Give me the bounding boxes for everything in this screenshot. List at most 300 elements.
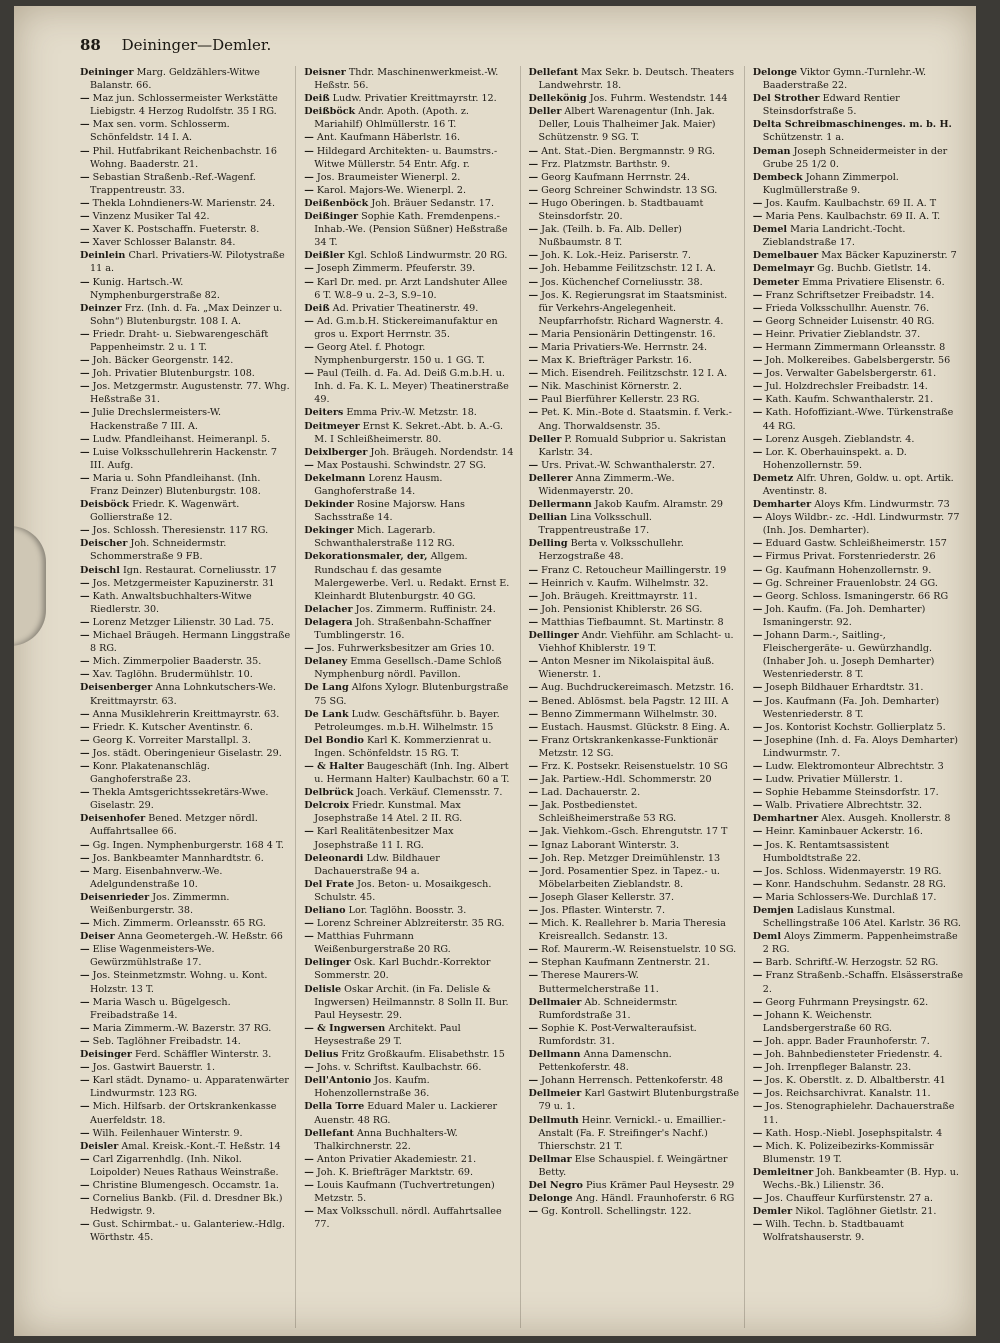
- entry-surname: —: [304, 459, 314, 471]
- entry-details: Jos. Braumeister Wienerpl. 2.: [313, 171, 461, 183]
- entry-surname: Deixlberger: [304, 446, 368, 458]
- entry-surname: Demelbauer: [752, 250, 819, 262]
- directory-entry: [529, 537, 740, 563]
- entry-surname: Demetz: [752, 472, 794, 484]
- entry-surname: Delonge: [752, 67, 798, 78]
- entry-surname: —: [752, 197, 763, 209]
- entry-surname: —: [528, 394, 539, 406]
- entry-surname: Delcroix: [304, 800, 349, 812]
- entry-details: Hugo Oberingen. b. Stadtbauamt Steinsdorfstr. 20.: [538, 197, 704, 223]
- directory-entry: [529, 708, 740, 721]
- entry-details: Max Postaushi. Schwindstr. 27 SG.: [313, 459, 487, 471]
- entry-surname: —: [80, 381, 90, 393]
- entry-details: Matthias Tiefbaumnt. St. Martinstr. 8: [538, 616, 724, 628]
- directory-entry: [304, 498, 515, 524]
- entry-surname: Deischl: [80, 564, 120, 576]
- entry-surname: —: [528, 695, 539, 707]
- directory-entry: [304, 603, 515, 616]
- directory-entry: [753, 197, 964, 210]
- directory-entry: [80, 629, 291, 655]
- entry-details: Kath. Hofoffiziant.-Wwe. Türkenstraße 44 RG.: [762, 407, 954, 432]
- entry-details: Maria u. Sohn Pfandleihanst. (Inh. Franz Deinzer) Blutenburgstr. 108.: [89, 472, 261, 497]
- entry-details: Julie Drechslermeisters-W. Hackenstraße 7 III. A.: [89, 407, 222, 432]
- entry-surname: —: [528, 276, 539, 288]
- entry-surname: Demjen: [752, 905, 794, 916]
- entry-surname: Dekinger: [304, 525, 354, 537]
- entry-details: Franz Schriftsetzer Freibadstr. 14.: [762, 289, 935, 301]
- entry-surname: —: [528, 381, 539, 393]
- entry-surname: —: [528, 656, 539, 668]
- directory-entry: [529, 956, 740, 969]
- entry-surname: —: [752, 1140, 763, 1152]
- entry-surname: —: [528, 224, 539, 236]
- entry-details: Nikol. Taglöhner Gietlstr. 21.: [792, 1206, 937, 1218]
- entry-details: Johann Darm.-, Saitling-, Fleischergeräte- u. Gewürzhandlg. (Inhaber Joh. u. Joseph Demharter) Westenriederstr. 8 T.: [762, 630, 935, 681]
- directory-entry: [80, 734, 291, 747]
- entry-surname: —: [752, 512, 763, 524]
- directory-entry: [753, 577, 964, 590]
- entry-details: Maria Pens. Kaulbachstr. 69 II. A. T.: [762, 211, 941, 223]
- entry-surname: —: [752, 826, 763, 838]
- entry-surname: —: [528, 852, 539, 864]
- directory-entry: [529, 158, 740, 171]
- entry-details: Maria Schlossers-We. Durchlaß 17.: [762, 891, 937, 903]
- directory-entry: [80, 852, 291, 865]
- entry-surname: Demhartner: [752, 813, 819, 825]
- entry-surname: —: [528, 826, 539, 838]
- directory-entry: [753, 92, 964, 118]
- entry-details: Karl Dr. med. pr. Arzt Landshuter Allee 6 T. W.8–9 u. 2–3, S.9–10.: [313, 276, 508, 301]
- entry-details: Lad. Dachauerstr. 2.: [538, 787, 641, 799]
- entry-details: Jos. Zimmerm. Ruffinistr. 24.: [352, 603, 496, 615]
- directory-entry: [753, 956, 964, 969]
- entry-surname: —: [528, 355, 539, 367]
- directory-entry: [529, 577, 740, 590]
- entry-details: Gg. Kaufmann Hohenzollernstr. 9.: [762, 564, 932, 576]
- entry-surname: —: [80, 616, 90, 628]
- directory-entry: [753, 1074, 964, 1087]
- entry-details: Jos. Reichsarchivrat. Kanalstr. 11.: [762, 1088, 931, 1100]
- directory-entry: [80, 747, 291, 760]
- entry-details: Joseph Bildhauer Erhardtstr. 31.: [762, 682, 924, 694]
- entry-surname: Del Strother: [752, 93, 820, 105]
- entry-details: Maz jun. Schlossermeister Werkstätte Liebigstr. 4 Herzog Rudolfstr. 35 I RG.: [89, 93, 278, 118]
- entry-details: Anna Buchhalters-W. Thalkirchnerstr. 22.: [314, 1127, 458, 1152]
- entry-details: Gg. Buchb. Gietlstr. 14.: [814, 263, 932, 275]
- directory-entry: [80, 1153, 291, 1179]
- entry-surname: —: [304, 1166, 314, 1178]
- entry-surname: Deißenböck: [304, 197, 369, 209]
- directory-entry: [753, 511, 964, 537]
- directory-entry: [753, 210, 964, 223]
- entry-surname: —: [80, 656, 90, 668]
- entry-surname: Dellermann: [528, 499, 592, 511]
- directory-entry: [80, 891, 291, 917]
- entry-surname: —: [528, 1075, 539, 1087]
- entry-surname: —: [80, 171, 90, 183]
- entry-surname: —: [304, 171, 314, 183]
- entry-details: Allgem. Rundschau f. das gesamte Malergewerbe. Verl. u. Redakt. Ernst E. Kleinhardt Blutenburgstr. 40 GG.: [314, 551, 510, 602]
- entry-details: Joh. Bäcker Georgenstr. 142.: [89, 355, 234, 367]
- directory-entry: [80, 760, 291, 786]
- entry-surname: —: [752, 957, 763, 969]
- directory-entry: [753, 695, 964, 721]
- directory-entry: [529, 354, 740, 367]
- entry-surname: —: [80, 1153, 90, 1165]
- entry-surname: —: [752, 878, 763, 890]
- entry-details: Charl. Privatiers-W. Pilotystraße 11 a.: [90, 250, 285, 275]
- entry-details: Hermann Zimmermann Orleansstr. 8: [762, 341, 946, 353]
- entry-details: Alfr. Uhren, Goldw. u. opt. Artik. Aventinstr. 8.: [762, 472, 954, 497]
- entry-surname: —: [304, 643, 314, 655]
- directory-entry: [753, 760, 964, 773]
- entry-surname: Deller: [528, 433, 562, 445]
- entry-details: Seb. Taglöhner Freibadstr. 14.: [89, 1035, 241, 1047]
- entry-surname: —: [752, 577, 763, 589]
- entry-details: Paul (Teilh. d. Fa. Ad. Deiß G.m.b.H. u. Inh. d. Fa. K. L. Meyer) Theatinerstraße 49.: [313, 368, 509, 406]
- entry-surname: — & Halter: [304, 760, 364, 772]
- directory-entry: [304, 302, 515, 315]
- directory-entry: [304, 420, 515, 446]
- entry-details: Mich. Zimmerpolier Baaderstr. 35.: [89, 656, 262, 668]
- entry-surname: —: [304, 263, 314, 275]
- entry-surname: —: [528, 774, 539, 786]
- entry-surname: Dellmar: [528, 1153, 572, 1165]
- entry-surname: Deleonardi: [304, 852, 364, 864]
- entry-surname: Delta Schreibmaschinenges. m. b. H.: [752, 119, 952, 131]
- entry-details: Emma Priv.-W. Metzstr. 18.: [343, 407, 477, 419]
- directory-entry: [304, 550, 515, 602]
- directory-entry: [753, 996, 964, 1009]
- directory-entry: [304, 799, 515, 825]
- entry-surname: —: [752, 538, 763, 550]
- entry-surname: —: [304, 184, 314, 196]
- entry-details: Maria Zimmerm.-W. Bazerstr. 37 RG.: [89, 1022, 272, 1034]
- entry-surname: Dellefant: [528, 67, 579, 78]
- entry-details: Sophie Hebamme Steinsdorfstr. 17.: [762, 787, 939, 799]
- entry-surname: Dellekönig: [528, 93, 587, 105]
- entry-surname: De Lank: [304, 708, 349, 720]
- directory-entry: [753, 930, 964, 956]
- entry-details: Aloys Zimmerm. Pappenheimstraße 2 RG.: [762, 931, 958, 956]
- entry-details: Albert Warenagentur (Inh. Jak. Deller, Louis Thalheimer Jak. Maier) Schützenstr. 9 SG. T.: [538, 106, 716, 144]
- entry-surname: —: [528, 839, 539, 851]
- entry-details: Jos. Pflaster. Winterstr. 7.: [538, 905, 666, 916]
- entry-surname: —: [752, 1062, 763, 1074]
- entry-details: Lorenz Schreiner Ablzreiterstr. 35 RG.: [313, 918, 505, 930]
- entry-details: Jos. Gastwirt Bauerstr. 1.: [89, 1062, 215, 1074]
- entry-surname: —: [752, 355, 763, 367]
- entry-details: Ab. Schneidermstr. Rumfordstraße 31.: [538, 996, 678, 1021]
- directory-entry: [529, 276, 740, 289]
- directory-entry: [529, 721, 740, 734]
- entry-details: Jos. Kontorist Kochstr. Gollierplatz 5.: [762, 721, 946, 733]
- directory-entry: [529, 1179, 740, 1192]
- entry-surname: —: [528, 957, 539, 969]
- entry-surname: Demleitner: [752, 1166, 814, 1178]
- directory-entry: [304, 446, 515, 459]
- entry-details: Marg. Eisenbahnverw.-We. Adelgundenstraße 10.: [89, 865, 223, 890]
- entry-details: Heinrich v. Kaufm. Wilhelmstr. 32.: [538, 577, 709, 589]
- directory-entry: [529, 433, 740, 459]
- directory-entry: [529, 799, 740, 825]
- directory-entry: [304, 878, 515, 904]
- directory-entry: [80, 380, 291, 406]
- directory-entry: [80, 354, 291, 367]
- entry-details: Sebastian Straßenb.-Ref.-Wagenf. Trappentreustr. 33.: [89, 171, 256, 196]
- entry-surname: —: [752, 394, 763, 406]
- entry-details: Pet. K. Min.-Bote d. Staatsmin. f. Verk.-Ang. Thorwaldsenstr. 35.: [538, 407, 732, 432]
- directory-entry: [80, 249, 291, 275]
- directory-entry: [80, 839, 291, 852]
- entry-surname: —: [752, 1088, 763, 1100]
- entry-details: Wilh. Techn. b. Stadtbauamt Wolfratshauserstr. 9.: [762, 1219, 904, 1244]
- directory-entry: [529, 695, 740, 708]
- directory-entry: [753, 302, 964, 315]
- entry-details: Max K. Briefträger Parkstr. 16.: [538, 355, 692, 367]
- entry-details: Joach. Verkäuf. Clemensstr. 7.: [353, 787, 503, 799]
- directory-entry: [304, 825, 515, 851]
- directory-entry: [304, 1074, 515, 1100]
- entry-details: Barb. Schriftf.-W. Herzogstr. 52 RG.: [762, 957, 939, 969]
- directory-entry: [304, 1127, 515, 1153]
- entry-details: Friedr. Draht- u. Siebwarengeschäft Pappenheimstr. 2 u. 1 T.: [89, 328, 269, 353]
- entry-details: Joh. Bahnbediensteter Friedenstr. 4.: [762, 1049, 943, 1061]
- entry-surname: —: [528, 328, 539, 340]
- entry-surname: Deisenhofer: [80, 813, 146, 825]
- directory-entry: [304, 1022, 515, 1048]
- directory-entry: [529, 616, 740, 629]
- directory-entry: [529, 1205, 740, 1218]
- entry-surname: —: [752, 970, 763, 982]
- entry-details: Ferd. Schäffler Winterstr. 3.: [131, 1049, 272, 1061]
- entry-details: Ant. Kaufmann Häberlstr. 16.: [313, 132, 461, 144]
- entry-details: Ant. Stat.-Dien. Bergmannstr. 9 RG.: [538, 145, 716, 157]
- entry-details: Ernst K. Sekret.-Abt. b. A.-G. M. I Schleißheimerstr. 80.: [314, 420, 503, 445]
- entry-surname: —: [752, 211, 763, 223]
- entry-surname: —: [528, 708, 539, 720]
- directory-entry: [753, 812, 964, 825]
- directory-entry: [529, 92, 740, 105]
- directory-entry: [80, 1022, 291, 1035]
- directory-entry: [529, 564, 740, 577]
- directory-entry: [80, 171, 291, 197]
- entry-surname: —: [752, 760, 763, 772]
- entry-surname: —: [752, 787, 763, 799]
- entry-surname: —: [752, 315, 763, 327]
- directory-entry: [529, 655, 740, 681]
- entry-surname: —: [80, 1219, 90, 1231]
- entry-details: Mich. Eisendreh. Feilitzschstr. 12 I. A.: [538, 368, 728, 380]
- directory-entry: [80, 577, 291, 590]
- entry-surname: Dell'Antonio: [304, 1075, 372, 1087]
- entry-details: Gg. Schreiner Frauenlobstr. 24 GG.: [762, 577, 938, 589]
- entry-details: P. Romuald Subprior u. Sakristan Karlstr. 34.: [538, 433, 727, 458]
- entry-surname: —: [304, 1179, 314, 1191]
- entry-surname: —: [752, 341, 763, 353]
- entry-details: Jos. Kaufm. Kaulbachstr. 69 II. A. T: [762, 197, 937, 209]
- entry-surname: —: [752, 774, 763, 786]
- directory-entry: [753, 66, 964, 92]
- entry-details: Jos. Bankbeamter Mannhardtstr. 6.: [89, 852, 264, 864]
- directory-entry: [753, 839, 964, 865]
- entry-details: Frieda Volksschullhr. Auenstr. 76.: [762, 302, 930, 314]
- entry-surname: Deisenberger: [80, 682, 153, 694]
- entry-surname: —: [80, 93, 90, 105]
- directory-entry: [304, 734, 515, 760]
- directory-entry: [753, 969, 964, 995]
- directory-entry: [304, 341, 515, 367]
- entry-details: Matthias Fuhrmann Weißenburgerstraße 20 RG.: [313, 931, 451, 956]
- entry-surname: —: [528, 734, 539, 746]
- entry-surname: —: [752, 734, 763, 746]
- entry-surname: Demel: [752, 224, 788, 236]
- entry-details: Pius Krämer Paul Heysestr. 29: [582, 1179, 735, 1191]
- entry-surname: Deisler: [80, 1140, 119, 1152]
- directory-entry: [304, 367, 515, 406]
- entry-surname: —: [80, 970, 90, 982]
- entry-surname: —: [80, 865, 90, 877]
- entry-surname: Dellinger: [528, 630, 579, 642]
- entry-surname: —: [80, 590, 90, 602]
- entry-surname: —: [752, 891, 763, 903]
- directory-entry: [753, 891, 964, 904]
- entry-details: Anna Zimmerm.-We. Widenmayerstr. 20.: [538, 472, 675, 497]
- directory-entry: [529, 1048, 740, 1074]
- entry-details: Eustach. Hausmst. Glückstr. 8 Eing. A.: [538, 721, 730, 733]
- entry-details: Franz C. Retoucheur Maillingerstr. 19: [538, 564, 727, 576]
- directory-entry: [753, 289, 964, 302]
- entry-details: Schützenstr. 1 a.: [762, 132, 845, 144]
- directory-entry: [753, 1140, 964, 1166]
- entry-surname: Delbrück: [304, 787, 354, 799]
- directory-entry: [529, 917, 740, 943]
- directory-entry: [304, 197, 515, 210]
- directory-entry: [753, 721, 964, 734]
- entry-details: Jos. Metzgermeister Kapuzinerstr. 31: [89, 577, 275, 589]
- entry-details: Jos. Fuhrwerksbesitzer am Gries 10.: [313, 643, 495, 655]
- directory-entry: [304, 145, 515, 171]
- entry-surname: —: [528, 1206, 539, 1218]
- directory-entry: [304, 1100, 515, 1126]
- directory-entry: [80, 66, 291, 92]
- directory-entry: [304, 105, 515, 131]
- entry-surname: —: [80, 328, 90, 340]
- entry-details: Firmus Privat. Forstenriederstr. 26: [762, 551, 936, 563]
- entry-details: Hildegard Architekten- u. Baumstrs.-Witwe Müllerstr. 54 Entr. Afg. r.: [313, 145, 498, 170]
- entry-details: Joh. Hebamme Feilitzschstr. 12 I. A.: [538, 263, 716, 275]
- entry-details: Aug. Buchdruckereimasch. Metzstr. 16.: [538, 682, 734, 694]
- directory-entry: [304, 315, 515, 341]
- directory-entry: [753, 1205, 964, 1218]
- directory-entry: [753, 380, 964, 393]
- entry-surname: —: [80, 197, 90, 209]
- entry-details: Paul Bierführer Kellerstr. 23 RG.: [538, 394, 700, 406]
- entry-details: Joh. Bräugeh. Nordendstr. 14: [367, 446, 514, 458]
- entry-surname: —: [528, 891, 539, 903]
- entry-details: Architekt. Paul Heysestraße 29 T.: [314, 1022, 461, 1047]
- entry-details: Osk. Karl Buchdr.-Korrektor Sommerstr. 20.: [314, 957, 491, 982]
- entry-details: Jos. städt. Oberingenieur Giselastr. 29.: [89, 747, 282, 759]
- entry-surname: Deller: [528, 106, 562, 118]
- entry-details: Else Schauspiel. f. Weingärtner Betty.: [538, 1153, 728, 1178]
- entry-details: Carl Zigarrenhdlg. (Inh. Nikol. Loipolder) Neues Rathaus Weinstraße.: [89, 1153, 279, 1178]
- entry-details: Maria Privatiers-We. Herrnstr. 24.: [538, 341, 708, 353]
- directory-entry: [80, 145, 291, 171]
- entry-surname: Demeter: [752, 276, 800, 288]
- entry-surname: Della Torre: [304, 1101, 365, 1113]
- entry-surname: —: [528, 682, 539, 694]
- directory-entry: [753, 904, 964, 930]
- entry-details: Franz Straßenb.-Schaffn. Elsässerstraße 2.: [762, 970, 964, 995]
- directory-entry: [753, 249, 964, 262]
- entry-surname: Deman: [752, 145, 791, 157]
- directory-entry: [529, 734, 740, 760]
- directory-entry: [753, 367, 964, 380]
- entry-surname: —: [80, 708, 90, 720]
- directory-entry: [529, 380, 740, 393]
- entry-surname: —: [528, 787, 539, 799]
- entry-details: Maria Pensionärin Dettingenstr. 16.: [538, 328, 716, 340]
- entry-surname: Dekorationsmaler, der,: [304, 551, 428, 563]
- entry-surname: —: [304, 1153, 314, 1165]
- entry-surname: De Lang: [304, 682, 349, 694]
- entry-surname: —: [752, 564, 763, 576]
- entry-surname: —: [752, 1127, 763, 1139]
- entry-surname: — & Ingwersen: [304, 1022, 386, 1034]
- entry-surname: —: [80, 996, 90, 1008]
- entry-surname: —: [528, 800, 539, 812]
- directory-entry: [80, 1100, 291, 1126]
- entry-surname: —: [80, 1075, 90, 1087]
- directory-entry: [529, 825, 740, 838]
- entry-details: Jakob Kaufm. Alramstr. 29: [591, 499, 723, 511]
- entry-details: Anna Musiklehrerin Kreittmayrstr. 63.: [89, 708, 280, 720]
- entry-details: Johann K. Weichenstr. Landsbergerstraße 60 RG.: [762, 1009, 892, 1034]
- entry-surname: —: [752, 839, 763, 851]
- entry-details: Joh. K. Lok.-Heiz. Pariserstr. 7.: [538, 250, 691, 262]
- directory-entry: [753, 1087, 964, 1100]
- entry-details: Bened. Ablösmst. bela Pagstr. 12 III. A: [538, 695, 729, 707]
- entry-details: Georg K. Vorreiter Marstallpl. 3.: [89, 734, 251, 746]
- directory-entry: [80, 1179, 291, 1192]
- directory-entry: [753, 681, 964, 694]
- directory-entry: [529, 1087, 740, 1113]
- entry-surname: Dellefant: [304, 1127, 354, 1139]
- entry-details: Max sen. vorm. Schlosserm. Schönfeldstr. 14 I. A.: [89, 119, 230, 144]
- directory-entry: [753, 629, 964, 681]
- entry-details: Karl städt. Dynamo- u. Apparatenwärter Lindwurmstr. 123 RG.: [89, 1075, 289, 1100]
- entry-details: Joseph Zimmerm. Pfeuferstr. 39.: [313, 263, 476, 275]
- entry-details: Joseph Schneidermeister in der Grube 25 1/2 0.: [762, 145, 948, 170]
- entry-details: Franz Ortskrankenkasse-Funktionär Metzstr. 12 SG.: [538, 734, 718, 759]
- directory-entry: [529, 603, 740, 616]
- column-1: [80, 66, 296, 1328]
- directory-entry: [529, 1192, 740, 1205]
- entry-details: Emma Gesellsch.-Dame Schloß Nymphenburg nördl. Pavillon.: [314, 656, 502, 681]
- directory-entry: [80, 537, 291, 563]
- entry-details: Georg Schneider Luisenstr. 40 RG.: [762, 315, 935, 327]
- entry-surname: Deliano: [304, 905, 346, 916]
- entry-details: Ludw. Privatier Müllerstr. 1.: [762, 774, 903, 786]
- entry-surname: —: [752, 381, 763, 393]
- directory-entry: [529, 66, 740, 92]
- entry-details: Cornelius Bankb. (Fil. d. Dresdner Bk.) Hedwigstr. 9.: [89, 1193, 283, 1218]
- entry-details: Johann Herrensch. Pettenkoferstr. 48: [538, 1075, 724, 1087]
- entry-details: Lor. Taglöhn. Boosstr. 3.: [345, 905, 467, 916]
- entry-surname: —: [528, 590, 539, 602]
- entry-surname: —: [304, 826, 314, 838]
